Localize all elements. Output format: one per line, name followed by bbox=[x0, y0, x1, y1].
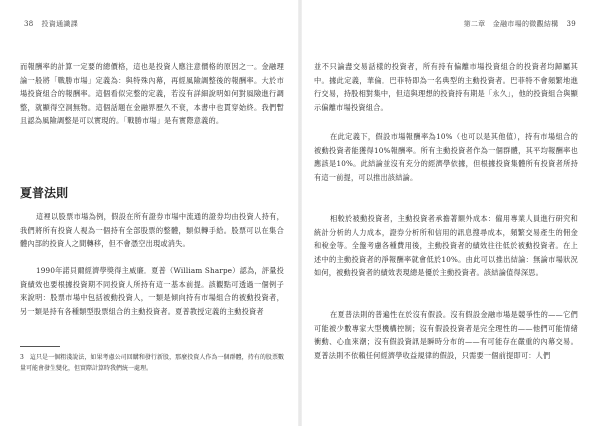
right-paragraph-4: 在夏普法則的普遍性在於沒有假設。沒有假設金融市場是競爭性的——它們可能被少數專家大型機構控制；沒有假設投資者是完全理性的——他們可能情緒衝動、心血來潮；沒有假設資訊是瞬時分布的——有可能存在嚴重的內幕交易。夏普法則不依賴任何經濟學收益規律的假設，只需要一個前提即可：人們 bbox=[314, 310, 578, 360]
left-paragraph-1: 而報酬率的計算一定要的總價格，這也是投資人應注意價格的原因之一。金融理論一般將「戰勝市場」定義為：與特殊內幕，再經風險調整後的報酬率。大於市場投資組合的報酬率。這個看似完整的定義，若沒有詳細說明如何對風險進行調整，就顯得空洞無物。這個話題在金融界歷久不衰，本書中也貫穿始終。我們暫且認為風險調整是可以實現的。「戰勝市場」是有實際意義的。 bbox=[20, 62, 284, 126]
right-paragraph-1: 並不只論盡交易話樣的投資者，所有持有偏離市場投資組合的投資者均歸屬其中。據此定義，華倫．巴菲特即為一名典型的主動投資者。巴菲特不會頻繁地進行交易，持股相對集中，但這與理想的投資持有期是「永久」，他的投資組合與顯示偏離市場投資組合。 bbox=[314, 62, 578, 112]
footnote-divider bbox=[20, 346, 60, 347]
right-running-title: 第二章 金融市場的微觀結構 bbox=[463, 20, 559, 28]
section-heading: 夏普法則 bbox=[20, 186, 69, 200]
left-page-header bbox=[20, 19, 82, 29]
left-page-number: 38 bbox=[24, 20, 34, 28]
right-paragraph-2: 在此定義下，假設市場報酬率為10%（也可以是其他值），持有市場組合的被動投資者能獲得10%報酬率。所有主動投資者作為一個群體，其平均報酬率也應該是10%。此結論並沒有充分的經濟學依據，但根據投資集體所有投資者所持有這一前提，可以推出該結論。 bbox=[314, 132, 578, 182]
left-paragraph-3: 1990年諾貝爾經濟學獎得主威廉．夏普（William Sharpe）認為，評量投資績效也要根據投資期不同投資人所持有這一基本前提。該觀點可透過一個例子來說明：股票市場中包括被動投資人，一類是傾向持有市場組合的被動投資者，另一類是持有各種類型股票組合的主動投資者。夏普教授定義的主動投資者 bbox=[20, 266, 284, 316]
right-page-header bbox=[460, 19, 580, 29]
left-running-title: 投資通識課 bbox=[41, 20, 79, 28]
book-gutter bbox=[298, 0, 302, 426]
right-page bbox=[306, 0, 588, 426]
footnote: 3 這只是一個粗淺說法，如果考慮公司回購和發行新股，那麼投資人作為一個群體，持有的股票數量可能會發生變化，但實際計算時我們統一處理。 bbox=[20, 354, 284, 372]
left-paragraph-2: 這裡以股票市場為例，假設在所有證券市場中流通的證券均由投資人持有，我們將所有投資人視為一個持有全部股票的整體，類似轉手給。股票可以在集合體內部的投資人之間轉移，但不會憑空出現或消失。 bbox=[20, 212, 284, 249]
left-page bbox=[12, 0, 294, 426]
right-paragraph-3: 相較於被動投資者，主動投資者承擔著額外成本：僱用專業人員進行研究和統計分析的人力成本，證券分析所和信用的訊息搜尋成本，頻繁交易產生的佣金和稅金等。全盤考慮各種費用後，主動投資者的績效往往低於被動投資者。在上述中的主動投資者的淨報酬率就會低於10%。由此可以推出結論：無論市場狀況如何，被動投資者的績效表現總是優於主動投資者。該結論值得深思。 bbox=[314, 214, 578, 278]
right-page-number: 39 bbox=[566, 20, 576, 28]
